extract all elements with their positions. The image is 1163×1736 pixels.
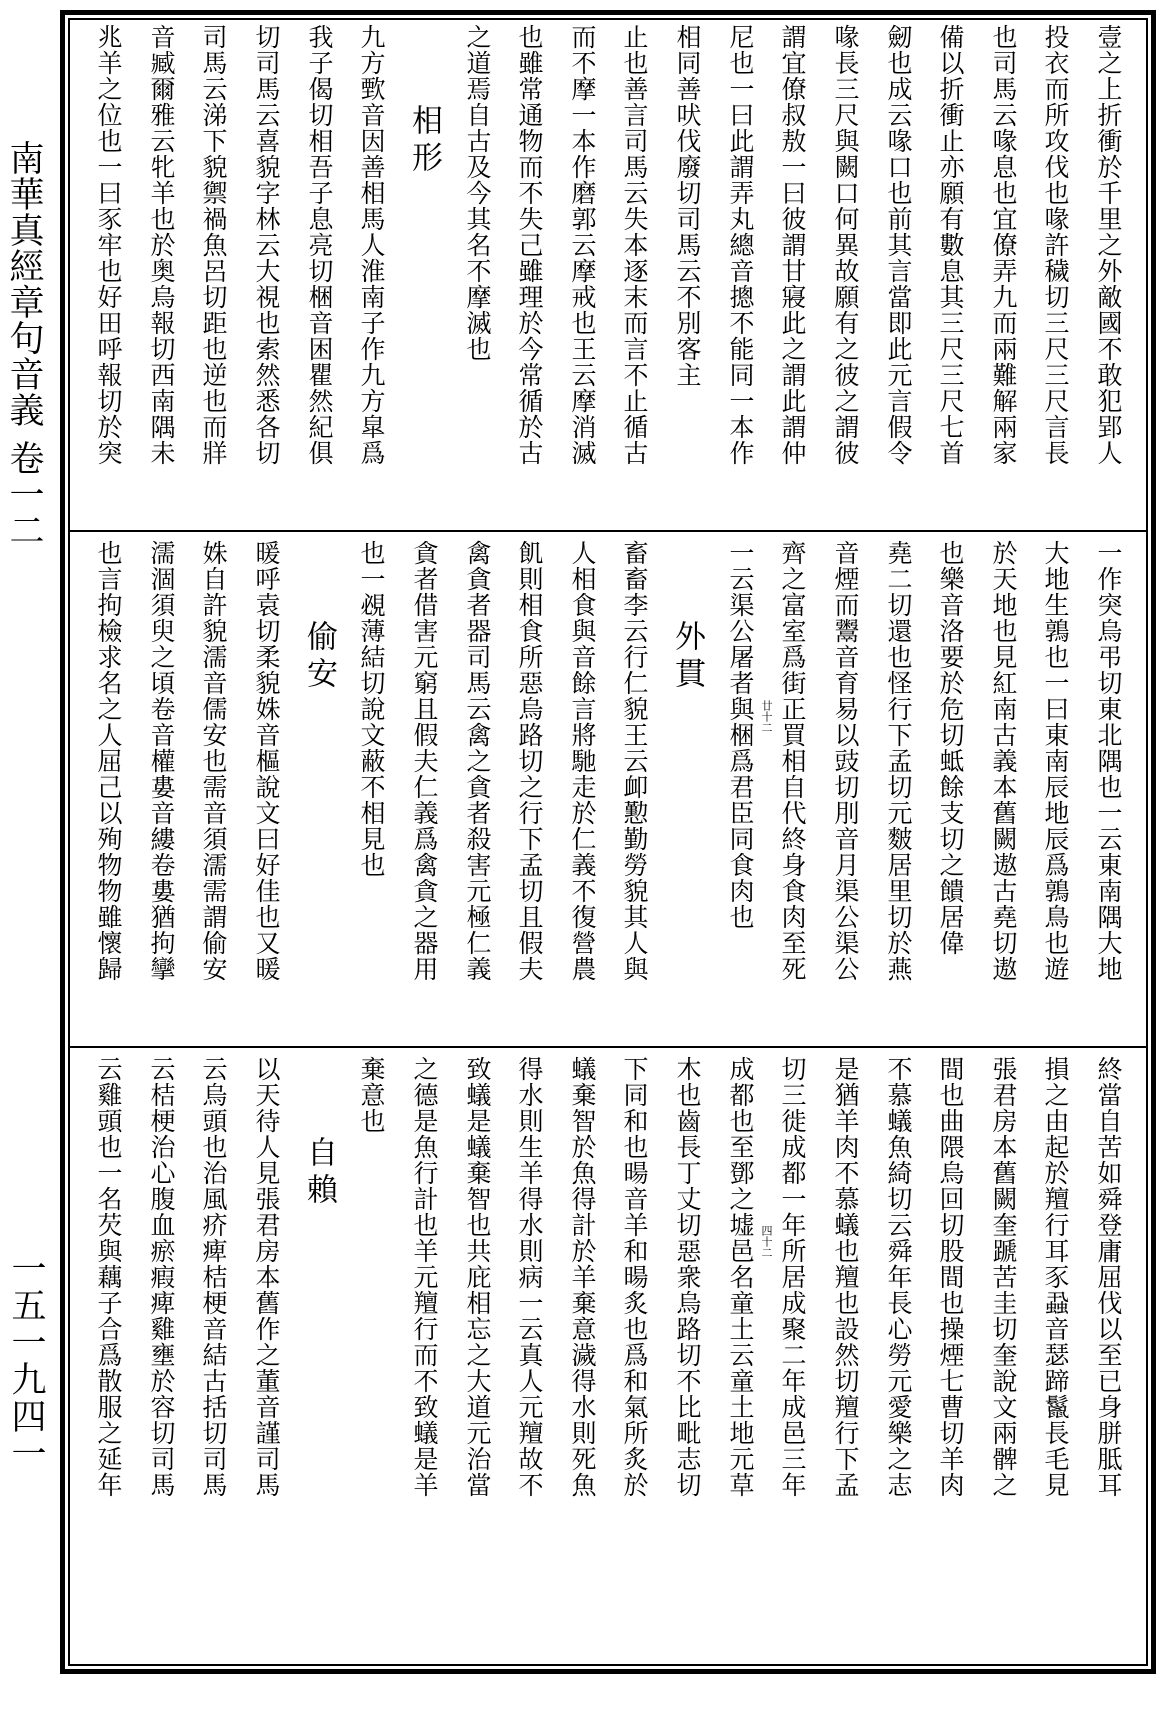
text-column: 司馬云涕下貌禦禍魚呂切距也逆也而牂 — [199, 24, 228, 466]
section-heading: 偷安 — [301, 620, 337, 694]
folio-mark: 廿十二 — [760, 700, 773, 733]
book-title-margin: 南華真經章句音義 卷一二 — [4, 140, 44, 549]
text-column: 也司馬云喙息也宜僚弄九而兩難解兩家 — [989, 24, 1018, 466]
text-column: 損之由起於羶行耳豕蝨音瑟蹄鬣長毛見 — [1041, 1056, 1070, 1498]
text-column: 也言拘檢求名之人屈己以殉物物雖懷歸 — [94, 540, 123, 982]
text-column: 之德是魚行計也羊元羶行而不致蟻是羊 — [410, 1056, 439, 1498]
section-heading: 自賴 — [301, 1136, 337, 1210]
text-column: 一作突烏弔切東北隅也一云東南隅大地 — [1094, 540, 1123, 982]
text-column: 下同和也暘音羊和暘炙也爲和氣所炙於 — [620, 1056, 649, 1498]
text-column: 齊之富室爲街正買相自代終身食肉至死 — [778, 540, 807, 982]
text-column: 不慕蟻魚綺切云舜年長心勞元愛樂之志 — [884, 1056, 913, 1498]
text-column: 投衣而所攻伐也喙許穢切三尺三尺言長 — [1041, 24, 1070, 466]
text-column: 禽貪者器司馬云禽之貪者殺害元極仁義 — [463, 540, 492, 982]
text-column: 暖呼袁切柔貌姝音樞說文曰好佳也又暖 — [252, 540, 281, 982]
text-column: 尼也一曰此謂弄丸總音摠不能同一本作 — [726, 24, 755, 466]
text-column: 棄意也 — [357, 1056, 386, 1134]
text-column: 音臧爾雅云牝羊也於奥烏報切西南隅未 — [147, 24, 176, 466]
text-column: 姝自許貌濡音儒安也需音須濡需謂偷安 — [199, 540, 228, 982]
text-column: 相同善吠伐廢切司馬云不別客主 — [673, 24, 702, 388]
text-column: 止也善言司馬云失本逐末而言不止循古 — [620, 24, 649, 466]
text-column: 之道焉自古及今其名不摩滅也 — [463, 24, 492, 362]
text-column: 云桔梗治心腹血瘀瘕痺雞壅於容切司馬 — [147, 1056, 176, 1498]
page-number-margin: 一五一九四一 — [6, 1250, 46, 1472]
text-column: 以天待人見張君房本舊作之董音謹司馬 — [252, 1056, 281, 1498]
text-column: 致蟻是蟻棄智也共庇相忘之大道元治當 — [463, 1056, 492, 1498]
text-band-1 — [74, 24, 1142, 524]
section-heading: 相形 — [406, 104, 442, 178]
text-column: 張君房本舊闕奎蹏苦圭切奎說文兩髀之 — [989, 1056, 1018, 1498]
text-column: 劒也成云喙口也前其言當即此元言假令 — [884, 24, 913, 466]
text-column: 得水則生羊得水則病一云真人元羶故不 — [515, 1056, 544, 1498]
text-column: 備以折衝止亦願有數息其三尺三尺七首 — [936, 24, 965, 466]
text-band-2 — [74, 540, 1142, 1040]
text-column: 我子偈切相吾子息亮切梱音困瞿然紀俱 — [305, 24, 334, 466]
text-column: 也一覕薄結切說文蔽不相見也 — [357, 540, 386, 878]
text-column: 木也齒長丁丈切惡衆烏路切不比毗志切 — [673, 1056, 702, 1498]
band-divider-1 — [68, 530, 1148, 532]
text-column: 切司馬云喜貌字林云大視也索然悉各切 — [252, 24, 281, 466]
text-column: 畜畜李云行仁貌王云卹懃勤勞貌其人與 — [620, 540, 649, 982]
text-column: 終當自苦如舜登庸屈伐以至已身胼胝耳 — [1094, 1056, 1123, 1498]
text-column: 間也曲隈烏回切股間也操煙七曹切羊肉 — [936, 1056, 965, 1498]
text-column: 音煙而鬻音育易以豉切刖音月渠公渠公 — [831, 540, 860, 982]
text-column: 成都也至鄧之墟邑名童土云童土地元草 — [726, 1056, 755, 1498]
text-column: 是猶羊肉不慕蟻也羶也設然切羶行下孟 — [831, 1056, 860, 1498]
text-column: 濡涸須臾之頃卷音權婁音縷卷婁猶拘攣 — [147, 540, 176, 982]
text-column: 云烏頭也治風疥痺桔梗音結古括切司馬 — [199, 1056, 228, 1498]
text-column: 也樂音洛要於危切蚳餘支切之饋居偉 — [936, 540, 965, 956]
text-column: 一云渠公屠者與梱爲君臣同食肉也 — [726, 540, 755, 930]
text-column: 於天地也見紅南古義本舊闕遨古堯切遨 — [989, 540, 1018, 982]
text-column: 貪者借害元窮且假夫仁義爲禽貪之器用 — [410, 540, 439, 982]
text-column: 蟻棄智於魚得計於羊棄意濊得水則死魚 — [568, 1056, 597, 1498]
folio-mark: 四十二 — [760, 1225, 773, 1258]
text-column: 切三徙成都一年所居成聚二年成邑三年 — [778, 1056, 807, 1498]
text-column: 堯二切還也怪行下孟切元麬居里切於燕 — [884, 540, 913, 982]
text-column: 也雖常通物而不失己雖理於今常循於古 — [515, 24, 544, 466]
text-column: 人相食與音餘言將馳走於仁義不復營農 — [568, 540, 597, 982]
text-column: 而不摩一本作磨郭云摩戒也王云摩消滅 — [568, 24, 597, 466]
text-column: 飢則相食所惡烏路切之行下孟切且假夫 — [515, 540, 544, 982]
text-band-3 — [74, 1056, 1142, 1656]
band-divider-2 — [68, 1046, 1148, 1048]
text-column: 云雞頭也一名芡與藕子合爲散服之延年 — [94, 1056, 123, 1498]
text-column: 九方歅音因善相馬人淮南子作九方皐爲 — [357, 24, 386, 466]
text-column: 大地生鶉也一曰東南辰地辰爲鶉鳥也遊 — [1041, 540, 1070, 982]
text-column: 喙長三尺與闕口何異故願有之彼之謂彼 — [831, 24, 860, 466]
section-heading: 外貫 — [669, 620, 705, 694]
text-column: 兆羊之位也一曰豕牢也好田呼報切於突 — [94, 24, 123, 466]
text-column: 謂宜僚叔敖一曰彼謂甘寢此之謂此謂仲 — [778, 24, 807, 466]
text-column: 壹之上折衝於千里之外敵國不敢犯郢人 — [1094, 24, 1123, 466]
